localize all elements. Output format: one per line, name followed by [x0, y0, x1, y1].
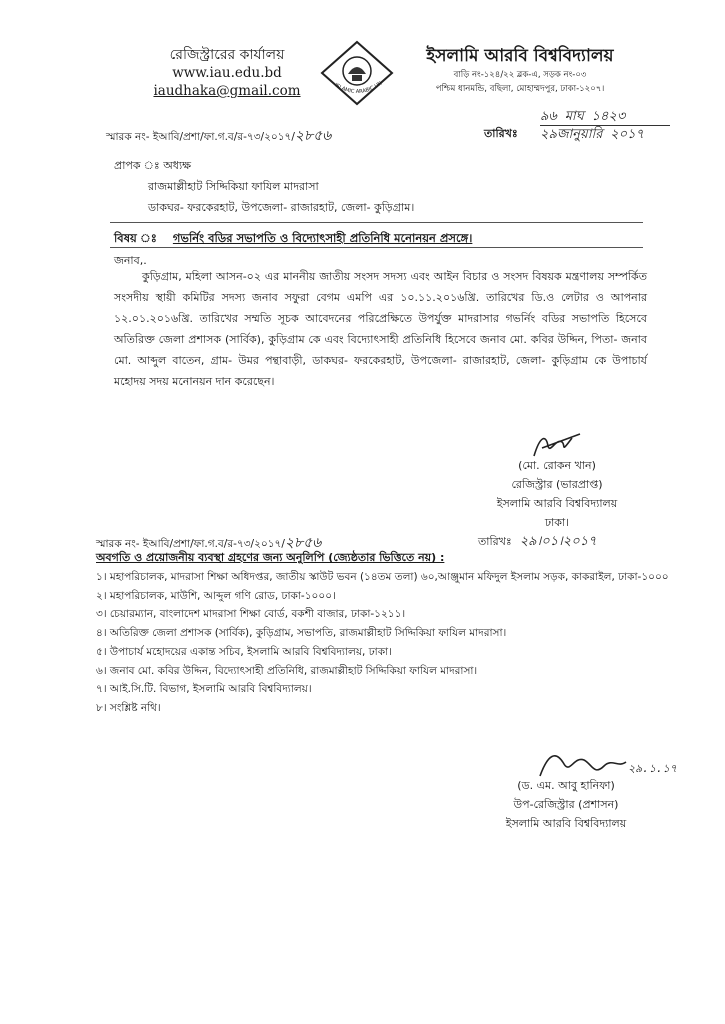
divider-top	[110, 222, 643, 223]
cc-heading: অবগতি ও প্রয়োজনীয় ব্যবস্থা গ্রহণের জন্য অনুলিপি (জ্যেষ্ঠতার ভিত্তিতে নয়) :	[96, 551, 445, 564]
cc-list	[96, 568, 669, 718]
office-name: রেজিস্ট্রারের কার্যালয়	[169, 47, 285, 63]
address-line-1: বাড়ি নং-১২৪/২২ ব্লক-এ, সড়ক নং-০৩	[453, 70, 587, 80]
university-name: ইসলামি আরবি বিশ্ববিদ্যালয়	[426, 46, 614, 66]
cc-item: ৪। অতিরিক্ত জেলা প্রশাসক (সার্বিক), কুড়িগ্রাম, সভাপতি, রাজমাল্লীহাট সিদ্দিকিয়া ফাযিল মাদরাসা।	[96, 627, 507, 640]
signature-2-date: ২৯.১.১৭	[628, 762, 677, 775]
divider-subject	[110, 247, 643, 248]
subject-label: বিষয় ঃ	[114, 231, 157, 245]
salutation: জনাব,.	[114, 254, 147, 267]
signatory-2-org: ইসলামি আরবি বিশ্ববিদ্যালয়	[505, 817, 627, 830]
copy-ref-label: স্মারক নং- ইআবি/প্রশা/ফা.গ.ব/র-৭৩/২০১৭/	[96, 538, 285, 550]
recipient-line-1: প্রাপক ঃ অধ্যক্ষ	[114, 159, 192, 172]
body-paragraph: কুড়িগ্রাম, মহিলা আসন-০২ এর মাননীয় জাতীয় সংসদ সদস্য এবং আইন বিচার ও সংসদ বিষয়ক মন্ত্রণালয় সম্পর্কিত সংসদীয় স্থায়ী কমিটির সদস্য জনাব সফুরা বেগম এমপি এর ১০.১১.২০১৬খ্রি. তারিখের ডি.ও লেটার ও আপনার ১২.০১.২০১৬খ্রি. তারিখের সম্মতি সূচক আবেদনের পরিপ্রেক্ষিতে উপর্যুক্ত মাদরাসার গভর্নিং বডির সভাপতি হিসেবে অতিরিক্ত জেলা প্রশাসক (সার্বিক), কুড়িগ্রাম কে এবং বিদ্যোৎসাহী প্রতিনিধি হিসেবে জনাব মো. কবির উদ্দিন, পিতা- জনাব মো. আব্দুল বাতেন, গ্রাম- উমর পন্থাবাড়ী, ডাকঘর- ফরকেরহাট, উপজেলা- রাজারহাট, জেলা- কুড়িগ্রাম কে উপাচার্য মহোদয় সদয় মনোনয়ন দান করেছেন।	[114, 270, 647, 388]
subject-text: গভর্নিং বডির সভাপতি ও বিদ্যোৎসাহী প্রতিনিধি মনোনয়ন প্রসঙ্গে।	[172, 231, 473, 245]
signatory-1-title: রেজিস্ট্রার (ভারপ্রাপ্ত)	[511, 478, 603, 491]
office-block	[142, 46, 312, 100]
copy-ref-number: ২৮৫৬	[284, 535, 322, 551]
memo-ref-label: স্মারক নং- ইআবি/প্রশা/ফা.গ.ব/র-৭৩/২০১৭/	[106, 131, 295, 143]
copy-date-value: ২৯।০১।২০১৭	[519, 534, 597, 549]
cc-item: ২। মহাপরিচালক, মাউশি, আব্দুল গণি রোড, ঢাকা-১০০০।	[96, 589, 336, 602]
copy-date-label: তারিখঃ	[478, 535, 512, 548]
memo-date-english: ২৯জানুয়ারি ২০১৭	[540, 127, 644, 142]
cc-item: ৮। সংশ্লিষ্ট নথি।	[96, 701, 161, 714]
university-logo	[318, 40, 396, 106]
logo-text: ISLAMIC ARABIC UN	[333, 80, 384, 96]
memo-date-label: তারিখঃ	[484, 127, 518, 140]
signatory-2-name: (ড. এম. আবু হানিফা)	[517, 779, 615, 792]
signatory-1-name: (মো. রোকন খান)	[518, 459, 596, 472]
signatory-1-block	[462, 456, 652, 532]
signatory-2-title: উপ-রেজিস্ট্রার (প্রশাসন)	[513, 798, 619, 811]
email-link[interactable]: iaudhaka@gmail.com	[153, 83, 301, 99]
address-line-2: পশ্চিম ধানমন্ডি, বছিলা, মোহাম্মদপুর, ঢাকা-১২০৭।	[435, 84, 605, 94]
memo-ref-number: ২৮৫৬	[294, 128, 332, 144]
memo-date-bangla: ৯৬ মাঘ ১৪২৩	[540, 108, 670, 126]
cc-item: ৩। চেয়ারম্যান, বাংলাদেশ মাদরাসা শিক্ষা বোর্ড, বকশী বাজার, ঢাকা-১২১১।	[96, 608, 406, 621]
copy-date	[478, 532, 597, 553]
website-link[interactable]: www.iau.edu.bd	[172, 65, 282, 81]
signatory-1-city: ঢাকা।	[544, 516, 570, 529]
recipient-block	[114, 155, 414, 218]
recipient-line-2: রাজমাল্লীহাট সিদ্দিকিয়া ফাযিল মাদরাসা	[148, 180, 319, 193]
recipient-line-3: ডাকঘর- ফরকেরহাট, উপজেলা- রাজারহাট, জেলা- কুড়িগ্রাম।	[148, 201, 415, 214]
cc-item: ৭। আই.সি.টি. বিভাগ, ইসলামি আরবি বিশ্ববিদ্যালয়।	[96, 683, 312, 696]
cc-item: ৬। জনাব মো. কবির উদ্দিন, বিদ্যোৎসাহী প্রতিনিধি, রাজমাল্লীহাট সিদ্দিকিয়া ফাযিল মাদরাসা।	[96, 664, 478, 677]
university-block	[405, 44, 635, 96]
signatory-2-block	[466, 776, 666, 833]
cc-item: ১। মহাপরিচালক, মাদরাসা শিক্ষা অধিদপ্তর, জাতীয় স্কাউট ভবন (১৪তম তলা) ৬০,আঞ্জুমান মফিদুল ইসলাম সড়ক, কাকরাইল, ঢাকা-১০০০	[96, 571, 669, 583]
memo-reference	[106, 124, 331, 148]
signatory-1-org: ইসলামি আরবি বিশ্ববিদ্যালয়	[496, 497, 618, 510]
letter-body	[114, 266, 647, 392]
cc-item: ৫। উপাচার্য মহোদয়ের একান্ত সচিব, ইসলামি আরবি বিশ্ববিদ্যালয়, ঢাকা।	[96, 645, 392, 658]
